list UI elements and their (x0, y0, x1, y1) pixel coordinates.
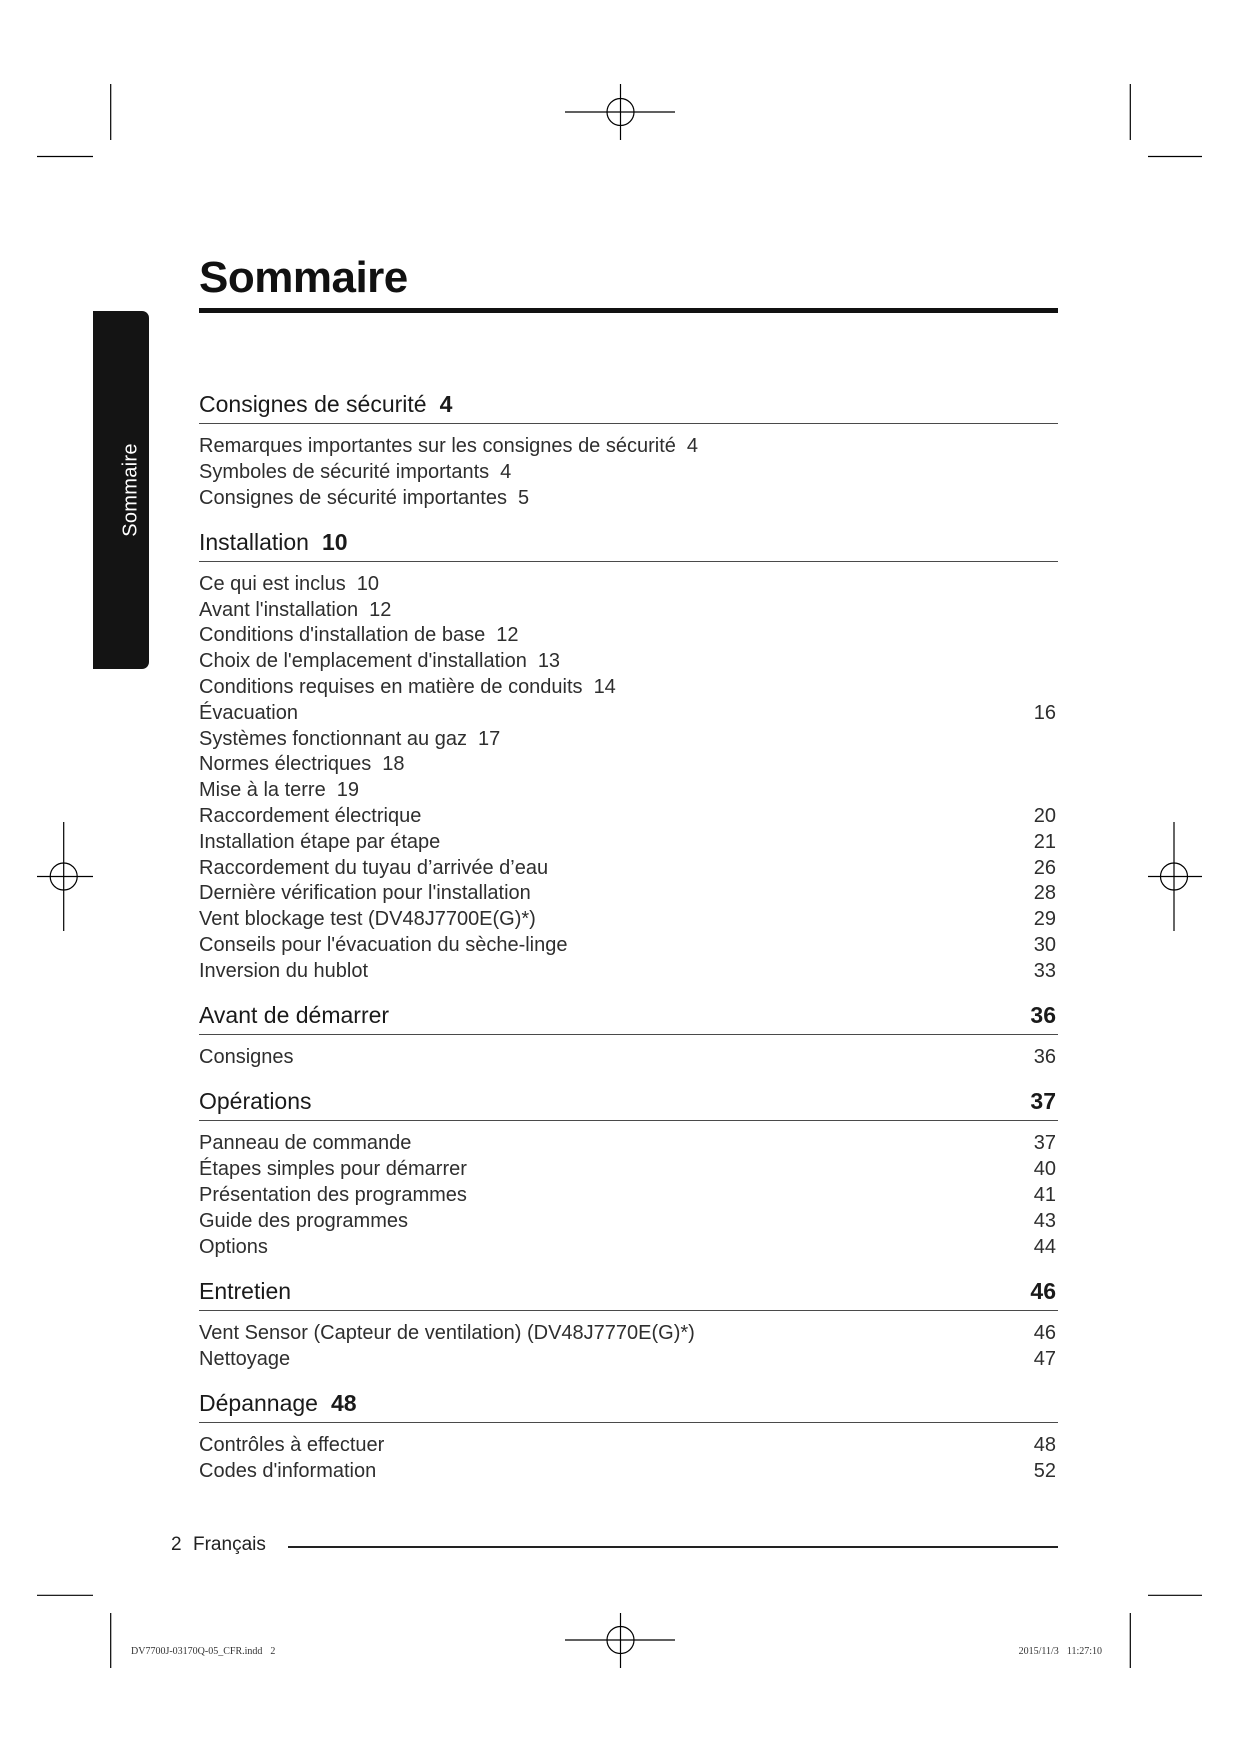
entry-label: Systèmes fonctionnant au gaz (199, 727, 467, 750)
toc-entry (199, 675, 1058, 701)
entry-label: Guide des programmes (199, 1209, 408, 1232)
section-title: Entretien (199, 1277, 292, 1304)
toc-entry (199, 778, 1058, 804)
print-slug-timestamp (1019, 1646, 1102, 1658)
entry-label: Conditions d'installation de base (199, 624, 486, 647)
toc-entry (199, 804, 1058, 830)
toc-entry (199, 881, 1058, 907)
entry-list (199, 1045, 1058, 1071)
entry-page: 36 (1033, 1046, 1056, 1069)
entry-label: Ce qui est inclus (199, 572, 346, 595)
entry-page: 19 (336, 779, 359, 802)
toc-entry (199, 623, 1058, 649)
toc-entry (199, 572, 1058, 598)
entry-page: 37 (1033, 1132, 1056, 1155)
entry-page: 43 (1033, 1209, 1056, 1232)
page-title: Sommaire (199, 253, 408, 302)
entry-label: Nettoyage (199, 1347, 291, 1370)
section-page: 37 (1030, 1088, 1056, 1115)
entry-label: Étapes simples pour démarrer (199, 1158, 467, 1181)
toc-section-installation (199, 524, 1058, 985)
entry-label: Remarques importantes sur les consignes de sécurité (199, 435, 676, 457)
entry-label: Panneau de commande (199, 1132, 412, 1155)
entry-label: Normes électriques (199, 753, 372, 776)
toc-entry (199, 1045, 1058, 1071)
entry-label: Installation étape par étape (199, 830, 441, 853)
section-page: 48 (330, 1390, 357, 1417)
toc-section-troubleshooting (199, 1385, 1058, 1485)
toc-section-before-start (199, 997, 1058, 1071)
toc-entry (199, 727, 1058, 753)
section-title: Avant de démarrer (199, 1002, 390, 1029)
entry-page: 12 (496, 624, 519, 647)
toc-entry (199, 598, 1058, 624)
toc-entry (199, 752, 1058, 778)
toc-entry (199, 1347, 1058, 1373)
toc-entry (199, 830, 1058, 856)
toc-entry (199, 1459, 1058, 1485)
section-title: Dépannage (199, 1390, 318, 1417)
crop-mark-top-left (37, 84, 111, 157)
entry-page: 17 (477, 727, 501, 750)
entry-page: 14 (593, 676, 616, 699)
entry-page: 29 (1033, 908, 1056, 931)
entry-label: Inversion du hublot (199, 959, 369, 982)
toc-section-operations (199, 1083, 1058, 1260)
toc-section-maintenance (199, 1273, 1058, 1373)
toc-entry (199, 1183, 1058, 1209)
entry-label: Consignes (199, 1046, 294, 1069)
crop-mark-bottom-right (1130, 1595, 1202, 1668)
toc-entry (199, 1209, 1058, 1235)
entry-page: 13 (537, 650, 561, 673)
chapter-side-tab (93, 311, 149, 669)
toc-entry (199, 486, 1058, 512)
section-heading (199, 1273, 1058, 1311)
entry-page: 20 (1033, 805, 1056, 828)
registration-mark-left (37, 822, 93, 931)
slug-time: 11:27:10 (1066, 1646, 1102, 1657)
print-slug-file (131, 1646, 275, 1658)
entry-label: Conditions requises en matière de conduits (199, 676, 583, 699)
section-page: 46 (1030, 1277, 1056, 1304)
section-heading (199, 524, 1058, 562)
entry-label: Options (199, 1235, 268, 1258)
section-title: Opérations (199, 1088, 312, 1115)
entry-page: 21 (1033, 830, 1056, 853)
entry-list (199, 1131, 1058, 1260)
slug-date: 2015/11/3 (1018, 1646, 1059, 1657)
registration-mark-top (565, 84, 675, 140)
entry-page: 48 (1033, 1434, 1056, 1457)
section-heading (199, 1083, 1058, 1121)
footer-language: Français (193, 1534, 266, 1555)
toc-entry (199, 1433, 1058, 1459)
toc-entry (199, 1131, 1058, 1157)
entry-page: 47 (1033, 1347, 1056, 1370)
entry-label: Présentation des programmes (199, 1184, 467, 1207)
entry-page: 46 (1033, 1321, 1056, 1344)
crop-mark-top-right (1130, 84, 1202, 157)
toc-entry (199, 701, 1058, 727)
entry-label: Vent Sensor (Capteur de ventilation) (DV48J7770E(G)*) (199, 1321, 695, 1344)
toc-entry (199, 434, 1058, 460)
entry-page: 33 (1033, 959, 1056, 982)
toc-entry (199, 1157, 1058, 1183)
section-heading (199, 997, 1058, 1035)
toc-entry (199, 959, 1058, 985)
entry-label: Conseils pour l'évacuation du sèche-linge (199, 934, 568, 957)
entry-label: Codes d'information (199, 1459, 377, 1482)
slug-filename: DV7700J-03170Q-05_CFR.indd (131, 1646, 263, 1657)
entry-page: 18 (382, 753, 405, 776)
entry-label: Dernière vérification pour l'installation (199, 882, 531, 905)
entry-page: 4 (500, 460, 512, 483)
registration-mark-bottom (565, 1613, 675, 1668)
entry-list (199, 572, 1058, 985)
entry-page: 5 (517, 486, 530, 509)
entry-list (199, 1321, 1058, 1373)
entry-label: Choix de l'emplacement d'installation (199, 650, 527, 673)
entry-page: 28 (1033, 882, 1056, 905)
entry-page: 26 (1033, 856, 1056, 879)
entry-page: 30 (1033, 934, 1056, 957)
entry-page: 40 (1033, 1158, 1056, 1181)
entry-page: 44 (1033, 1235, 1056, 1258)
footer-page-number: 2 (171, 1534, 182, 1555)
section-page: 10 (321, 528, 348, 555)
toc-entry (199, 933, 1058, 959)
entry-page: 12 (369, 598, 392, 621)
section-title: Installation (199, 528, 309, 555)
entry-list (199, 434, 1058, 511)
toc-entry (199, 1321, 1058, 1347)
section-page: 36 (1030, 1002, 1056, 1029)
entry-page: 41 (1033, 1184, 1056, 1207)
section-page: 4 (439, 391, 453, 417)
toc-entry (199, 1235, 1058, 1261)
entry-label: Raccordement du tuyau d’arrivée d’eau (199, 856, 549, 879)
toc-entry (199, 649, 1058, 675)
entry-label: Raccordement électrique (199, 805, 422, 828)
entry-label: Symboles de sécurité importants (199, 460, 490, 483)
registration-mark-right (1148, 822, 1202, 931)
section-heading (199, 386, 1058, 424)
footer-rule (288, 1546, 1058, 1548)
entry-label: Évacuation (199, 701, 298, 724)
section-heading (199, 1385, 1058, 1423)
entry-page: 52 (1033, 1459, 1056, 1482)
toc-entry (199, 856, 1058, 882)
crop-mark-bottom-left (37, 1595, 111, 1668)
entry-page: 10 (356, 572, 379, 595)
toc-entry (199, 907, 1058, 933)
section-title: Consignes de sécurité (199, 391, 427, 417)
entry-label: Consignes de sécurité importantes (199, 486, 507, 509)
entry-label: Avant l'installation (199, 598, 359, 621)
entry-label: Mise à la terre (199, 779, 326, 802)
side-tab-label: Sommaire (119, 443, 142, 537)
table-of-contents (199, 386, 1058, 1497)
slug-file-page: 2 (270, 1646, 276, 1657)
entry-label: Contrôles à effectuer (199, 1434, 385, 1457)
entry-label: Vent blockage test (DV48J7700E(G)*) (199, 908, 536, 931)
entry-page: 16 (1033, 701, 1056, 724)
toc-section-safety (199, 386, 1058, 511)
title-rule (199, 308, 1058, 313)
toc-entry (199, 460, 1058, 486)
entry-list (199, 1433, 1058, 1485)
entry-page: 4 (686, 435, 699, 457)
